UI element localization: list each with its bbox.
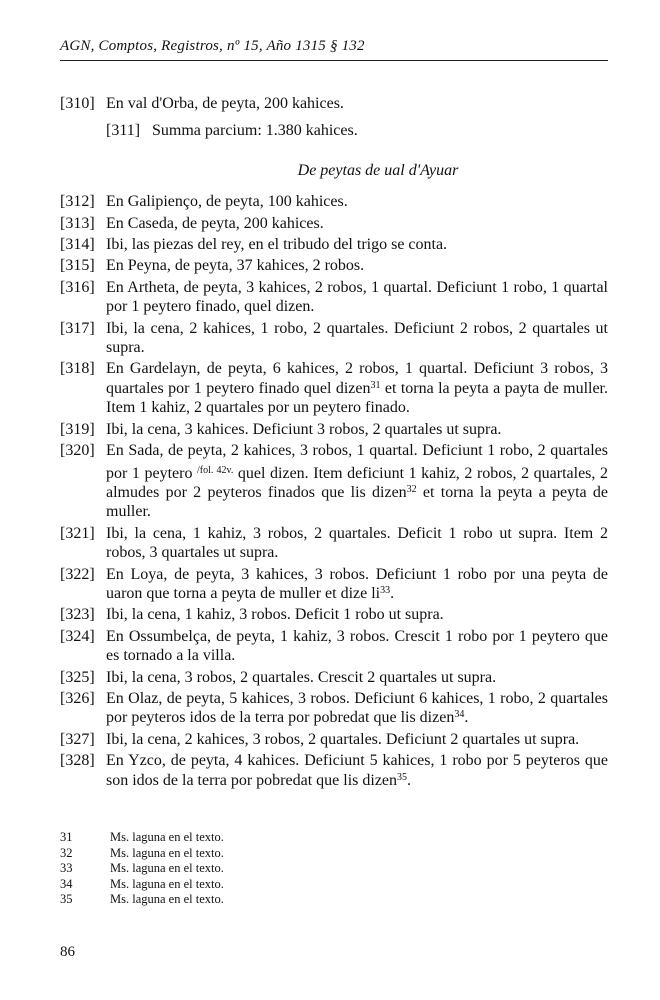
entry-324: [60, 627, 608, 666]
folio-marker: /fol. 42v.: [197, 464, 234, 476]
footnotes: [60, 830, 460, 908]
entry-text-part: En Gardelayn, de peyta, 6 kahices, 2 robos, 1 quartal. Deficiunt 3 robos, 3 quartales por 1 peytero finado quel dizen: [106, 360, 608, 397]
footnote-number: 34: [60, 876, 73, 891]
entry-text: Ibi, las piezas del rey, en el tribudo del trigo se conta.: [106, 236, 448, 254]
entry-text-part: En Yzco, de peyta, 4 kahices. Deficiunt 5 kahices, 1 robo por 5 peyteros que son idos de la terra por pobredat que lis dizen: [106, 752, 608, 789]
entry-text: Ibi, la cena, 1 kahiz, 3 robos, 2 quartales. Deficit 1 robo ut supra. Item 2 robos, 3 quartales ut supra.: [106, 524, 608, 562]
entry-text-part: .: [390, 584, 395, 602]
footnote-ref: 34: [454, 709, 465, 721]
entry-322: [60, 565, 608, 604]
entry-number: [324]: [60, 627, 95, 645]
footnote: [60, 846, 460, 862]
footnote: [60, 892, 460, 908]
entry-318: [60, 359, 608, 417]
entry-number: [322]: [60, 565, 95, 583]
entry-number: [320]: [60, 442, 95, 460]
entry-number: [312]: [60, 193, 95, 211]
entries: [60, 94, 608, 792]
footnote: [60, 830, 460, 846]
entry-text: [106, 441, 608, 522]
entry-number: [321]: [60, 524, 95, 542]
entry-number: [326]: [60, 689, 95, 707]
entry-number: [316]: [60, 278, 95, 296]
entry-text: [106, 359, 608, 417]
entry-313: [60, 214, 608, 233]
section-heading: De peytas de ual d'Ayuar: [297, 161, 459, 179]
entry-number: [310]: [60, 95, 95, 112]
footnote-number: 33: [60, 861, 73, 875]
entry-text: En Galipienço, de peyta, 100 kahices.: [106, 193, 348, 211]
entry-text-part: .: [407, 771, 412, 789]
entry-317: [60, 319, 608, 358]
entry-327: [60, 730, 608, 749]
entry-number: [327]: [60, 730, 95, 748]
entry-325: [60, 668, 608, 687]
entry-text: Ibi, la cena, 3 kahices. Deficiunt 3 robos, 2 quartales ut supra.: [106, 420, 502, 438]
footnote-number: 35: [60, 892, 73, 906]
footnote-text: Ms. laguna en el texto.: [110, 861, 224, 875]
entry-text-part: quel dizen. Item deficiunt 1 kahiz, 2 robos, 2 quartales, 2 almudes por 2 peyteros finados que lis dizen: [106, 464, 608, 501]
entry-323: [60, 605, 608, 624]
entry-321: [60, 524, 608, 563]
entry-number: [325]: [60, 668, 95, 686]
entry-text: Summa parcium: 1.380 kahices.: [152, 122, 358, 140]
footnote-text: Ms. laguna en el texto.: [110, 892, 224, 906]
entry-text: [106, 689, 608, 728]
header-rule: [60, 60, 608, 61]
entry-number: [314]: [60, 236, 95, 254]
entry-text: En Artheta, de peyta, 3 kahices, 2 robos, 1 quartal. Deficiunt 1 robo, 1 quartal por 1 peytero finado, quel dizen.: [106, 278, 608, 316]
entry-328: [60, 751, 608, 790]
entry-text: En Peyna, de peyta, 37 kahices, 2 robos.: [106, 257, 365, 275]
entry-text: [106, 751, 608, 790]
footnote-number: 32: [60, 845, 73, 860]
entry-320: [60, 441, 608, 522]
footnote: [60, 861, 460, 877]
entry-text: Ibi, la cena, 1 kahiz, 3 robos. Deficit 1 robo ut supra.: [106, 606, 444, 624]
entry-number: [313]: [60, 214, 95, 232]
entry-text: [106, 565, 608, 604]
entry-312: [60, 192, 608, 211]
entry-text-part: En Loya, de peyta, 3 kahices, 3 robos. Deficiunt 1 robo por una peyta de uaron que torna a peyta de muller et dize li: [106, 565, 608, 602]
footnote-ref: 31: [370, 379, 381, 391]
footnote-ref: 35: [397, 771, 408, 783]
entry-number: [328]: [60, 752, 95, 770]
entry-text: Ibi, la cena, 2 kahices, 1 robo, 2 quartales. Deficiunt 2 robos, 2 quartales ut supra.: [106, 319, 608, 357]
page-number: 86: [60, 944, 75, 960]
entry-310: [60, 94, 608, 113]
entry-text-part: En Sada, de peyta, 2 kahices, 3 robos, 1 quartal. Deficiunt 1 robo, 2 quartales por 1 peytero: [106, 442, 608, 482]
footnote-text: Ms. laguna en el texto.: [110, 830, 224, 844]
entry-number: [323]: [60, 606, 95, 624]
entry-326: [60, 689, 608, 728]
entry-number: [319]: [60, 420, 95, 438]
entry-text-part: En Olaz, de peyta, 5 kahices, 3 robos. Deficiunt 6 kahices, 1 robo, 2 quartales por peyteros idos de la terra por pobredat que lis dizen: [106, 689, 608, 727]
entry-text-part: .: [464, 709, 469, 727]
entry-text: En Caseda, de peyta, 200 kahices.: [106, 214, 324, 232]
footnote-text: Ms. laguna en el texto.: [110, 845, 224, 860]
entry-314: [60, 235, 608, 254]
entry-text: En val d'Orba, de peyta, 200 kahices.: [106, 95, 344, 112]
footnote-ref: 32: [406, 483, 417, 495]
entry-text: Ibi, la cena, 3 robos, 2 quartales. Crescit 2 quartales ut supra.: [106, 668, 497, 686]
entry-316: [60, 278, 608, 317]
entry-text-part: et torna la peyta a payta de muller. Item 1 kahiz, 2 quartales por un peytero finado.: [106, 379, 609, 417]
entry-311-summa: [106, 121, 608, 140]
footnote: [60, 877, 460, 893]
entry-text: En Ossumbelça, de peyta, 1 kahiz, 3 robos. Crescit 1 robo por 1 peytero que es tornado a la villa.: [106, 627, 608, 665]
entry-text-part: et torna la peyta a peyta de muller.: [106, 483, 608, 521]
footnote-number: 31: [60, 830, 73, 844]
footnote-ref: 33: [380, 584, 391, 596]
footnote-text: Ms. laguna en el texto.: [110, 876, 224, 891]
entry-number: [315]: [60, 257, 95, 275]
entry-number: [311]: [106, 122, 141, 140]
entry-319: [60, 420, 608, 439]
entry-315: [60, 256, 608, 275]
entry-text: Ibi, la cena, 2 kahices, 3 robos, 2 quartales. Deficiunt 2 quartales ut supra.: [106, 730, 580, 748]
entry-number: [317]: [60, 319, 95, 337]
running-head: AGN, Comptos, Registros, nº 15, Año 1315 § 132: [60, 38, 365, 54]
entry-number: [318]: [60, 360, 95, 378]
